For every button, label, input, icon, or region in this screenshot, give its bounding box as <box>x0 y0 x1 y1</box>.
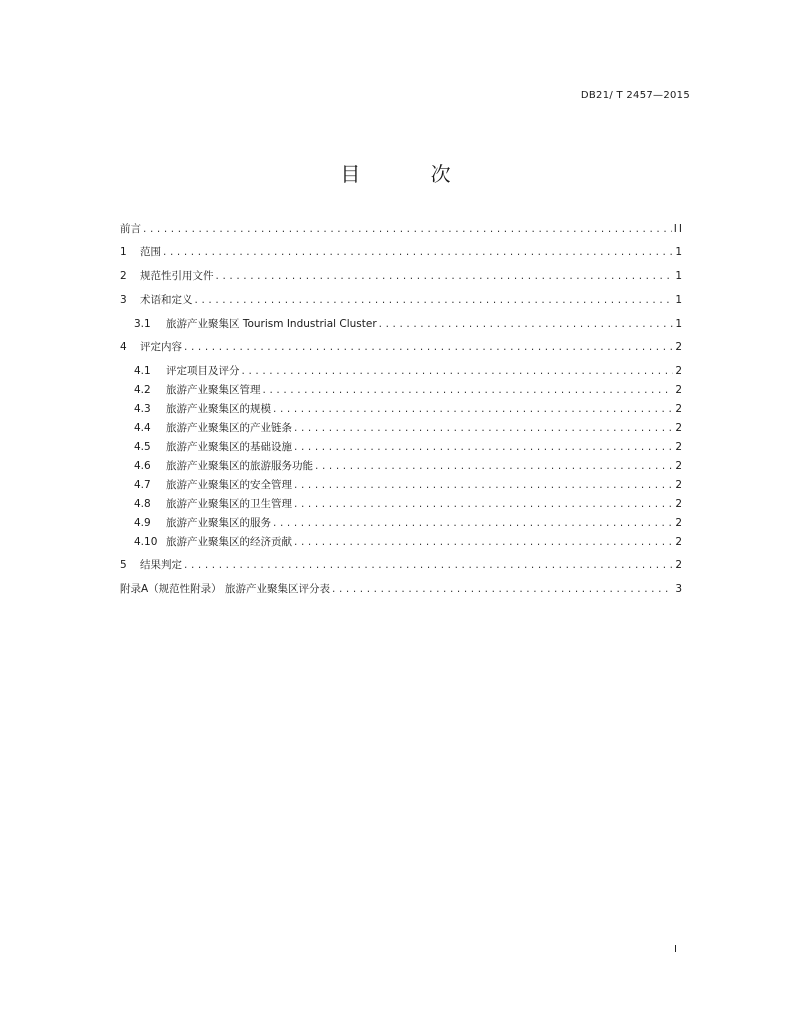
toc-entry-text: 旅游产业聚集区的产业链条 <box>166 422 292 434</box>
toc-entry-text: 规范性引用文件 <box>140 270 214 282</box>
toc-entry-text: 术语和定义 <box>140 294 193 306</box>
document-code: DB21/ T 2457—2015 <box>580 90 690 101</box>
toc-entry-number: 4.1 <box>134 365 151 377</box>
toc-entry-number: 4.6 <box>134 460 151 472</box>
toc-leader-dots <box>294 440 673 454</box>
toc-entry-number: 4.7 <box>134 479 151 491</box>
toc-entry-label <box>120 293 193 307</box>
toc-entry[interactable] <box>134 478 684 492</box>
toc-entry-page: 2 <box>675 536 684 548</box>
toc-entry[interactable] <box>120 582 684 596</box>
toc-entry-page: 2 <box>675 441 684 453</box>
toc-entry-label <box>120 582 330 596</box>
toc-entry-page: 1 <box>675 246 684 258</box>
toc-entry-page: 3 <box>675 583 684 595</box>
toc-entry[interactable] <box>134 497 684 511</box>
toc-entry-page: 2 <box>675 384 684 396</box>
toc-entry-text: 旅游产业聚集区的基础设施 <box>166 441 292 453</box>
toc-entry-page: 2 <box>675 403 684 415</box>
toc-entry[interactable] <box>134 383 684 397</box>
toc-entry-text: 旅游产业聚集区的旅游服务功能 <box>166 460 313 472</box>
toc-entry-page: 1 <box>675 294 684 306</box>
toc-leader-dots <box>242 364 674 378</box>
toc-entry-number: 4.5 <box>134 441 151 453</box>
toc-entry-label <box>134 459 313 473</box>
toc-entry-number: 4 <box>120 341 127 353</box>
toc-entry-page: 2 <box>675 517 684 529</box>
toc-entry[interactable] <box>120 245 684 259</box>
toc-entry-text: 旅游产业聚集区的卫生管理 <box>166 498 292 510</box>
toc-entry-number: 4.3 <box>134 403 151 415</box>
toc-entry-label <box>134 317 377 331</box>
toc-entry-text: 旅游产业聚集区的规模 <box>166 403 271 415</box>
toc-leader-dots <box>379 317 674 331</box>
toc-leader-dots <box>163 245 673 259</box>
toc-entry[interactable] <box>134 440 684 454</box>
toc-entry[interactable] <box>134 421 684 435</box>
toc-entry[interactable] <box>134 459 684 473</box>
page-title: 目 次 <box>340 162 483 186</box>
footer-page-number: I <box>674 944 677 955</box>
toc-entry-page: 2 <box>675 498 684 510</box>
toc-entry[interactable] <box>134 364 684 378</box>
toc-entry[interactable] <box>134 317 684 331</box>
toc-leader-dots <box>184 340 673 354</box>
toc-leader-dots <box>332 582 673 596</box>
toc-leader-dots <box>294 497 673 511</box>
toc-entry-page: 2 <box>675 422 684 434</box>
toc-leader-dots <box>273 402 673 416</box>
toc-entry-page: 1 <box>675 270 684 282</box>
toc-entry-text: 评定项目及评分 <box>166 365 240 377</box>
toc-leader-dots <box>195 293 674 307</box>
toc-entry-text: 旅游产业聚集区 Tourism Industrial Cluster <box>166 318 377 330</box>
toc-entry-text: 结果判定 <box>140 559 182 571</box>
toc-entry-text: 旅游产业聚集区的经济贡献 <box>166 536 292 548</box>
toc-entry-number: 4.4 <box>134 422 151 434</box>
toc-entry-label <box>134 421 292 435</box>
toc-leader-dots <box>263 383 674 397</box>
toc-entry-label <box>120 245 161 259</box>
toc-entry-number: 2 <box>120 270 127 282</box>
toc-entry[interactable] <box>134 516 684 530</box>
toc-entry[interactable] <box>120 340 684 354</box>
toc-entry-number: 3.1 <box>134 318 151 330</box>
toc-entry-page: II <box>673 223 684 235</box>
toc-entry-label <box>120 222 141 236</box>
toc-entry-label <box>134 535 292 549</box>
toc-entry-label <box>134 497 292 511</box>
toc-entry-number: 4.10 <box>134 536 158 548</box>
toc-leader-dots <box>273 516 673 530</box>
toc-leader-dots <box>294 535 673 549</box>
toc-leader-dots <box>315 459 673 473</box>
toc-leader-dots <box>294 421 673 435</box>
toc-entry-label <box>134 516 271 530</box>
toc-entry-label <box>134 440 292 454</box>
toc-entry-text: 前言 <box>120 223 141 235</box>
toc-entry[interactable] <box>120 293 684 307</box>
toc-entry-number: 4.9 <box>134 517 151 529</box>
toc-entry-label <box>134 383 261 397</box>
toc-leader-dots <box>184 558 673 572</box>
toc-entry-text: 范围 <box>140 246 161 258</box>
toc-entry-label <box>134 478 292 492</box>
toc-entry-text: 附录A（规范性附录） 旅游产业聚集区评分表 <box>120 583 331 595</box>
toc-entry-page: 2 <box>675 365 684 377</box>
toc-leader-dots <box>216 269 674 283</box>
toc-entry-page: 1 <box>675 318 684 330</box>
toc-entry-label <box>134 364 240 378</box>
toc-entry-label <box>134 402 271 416</box>
toc-entry-number: 5 <box>120 559 127 571</box>
toc-entry-number: 1 <box>120 246 127 258</box>
toc-entry-page: 2 <box>675 341 684 353</box>
toc-entry[interactable] <box>120 222 684 236</box>
toc-entry-text: 旅游产业聚集区的安全管理 <box>166 479 292 491</box>
toc-entry[interactable] <box>120 269 684 283</box>
toc-entry-text: 旅游产业聚集区的服务 <box>166 517 271 529</box>
toc-entry-page: 2 <box>675 559 684 571</box>
toc-entry[interactable] <box>134 402 684 416</box>
toc-entry-text: 评定内容 <box>140 341 182 353</box>
toc-leader-dots <box>143 222 672 236</box>
toc-leader-dots <box>294 478 673 492</box>
toc-entry-number: 4.2 <box>134 384 151 396</box>
toc-entry-label <box>120 340 182 354</box>
toc-entry-page: 2 <box>675 479 684 491</box>
toc-entry-number: 3 <box>120 294 127 306</box>
toc-entry-label <box>120 558 182 572</box>
toc-entry-text: 旅游产业聚集区管理 <box>166 384 261 396</box>
toc-entry[interactable] <box>120 558 684 572</box>
toc-entry-label <box>120 269 214 283</box>
toc-entry[interactable] <box>134 535 684 549</box>
toc-entry-number: 4.8 <box>134 498 151 510</box>
toc-entry-page: 2 <box>675 460 684 472</box>
